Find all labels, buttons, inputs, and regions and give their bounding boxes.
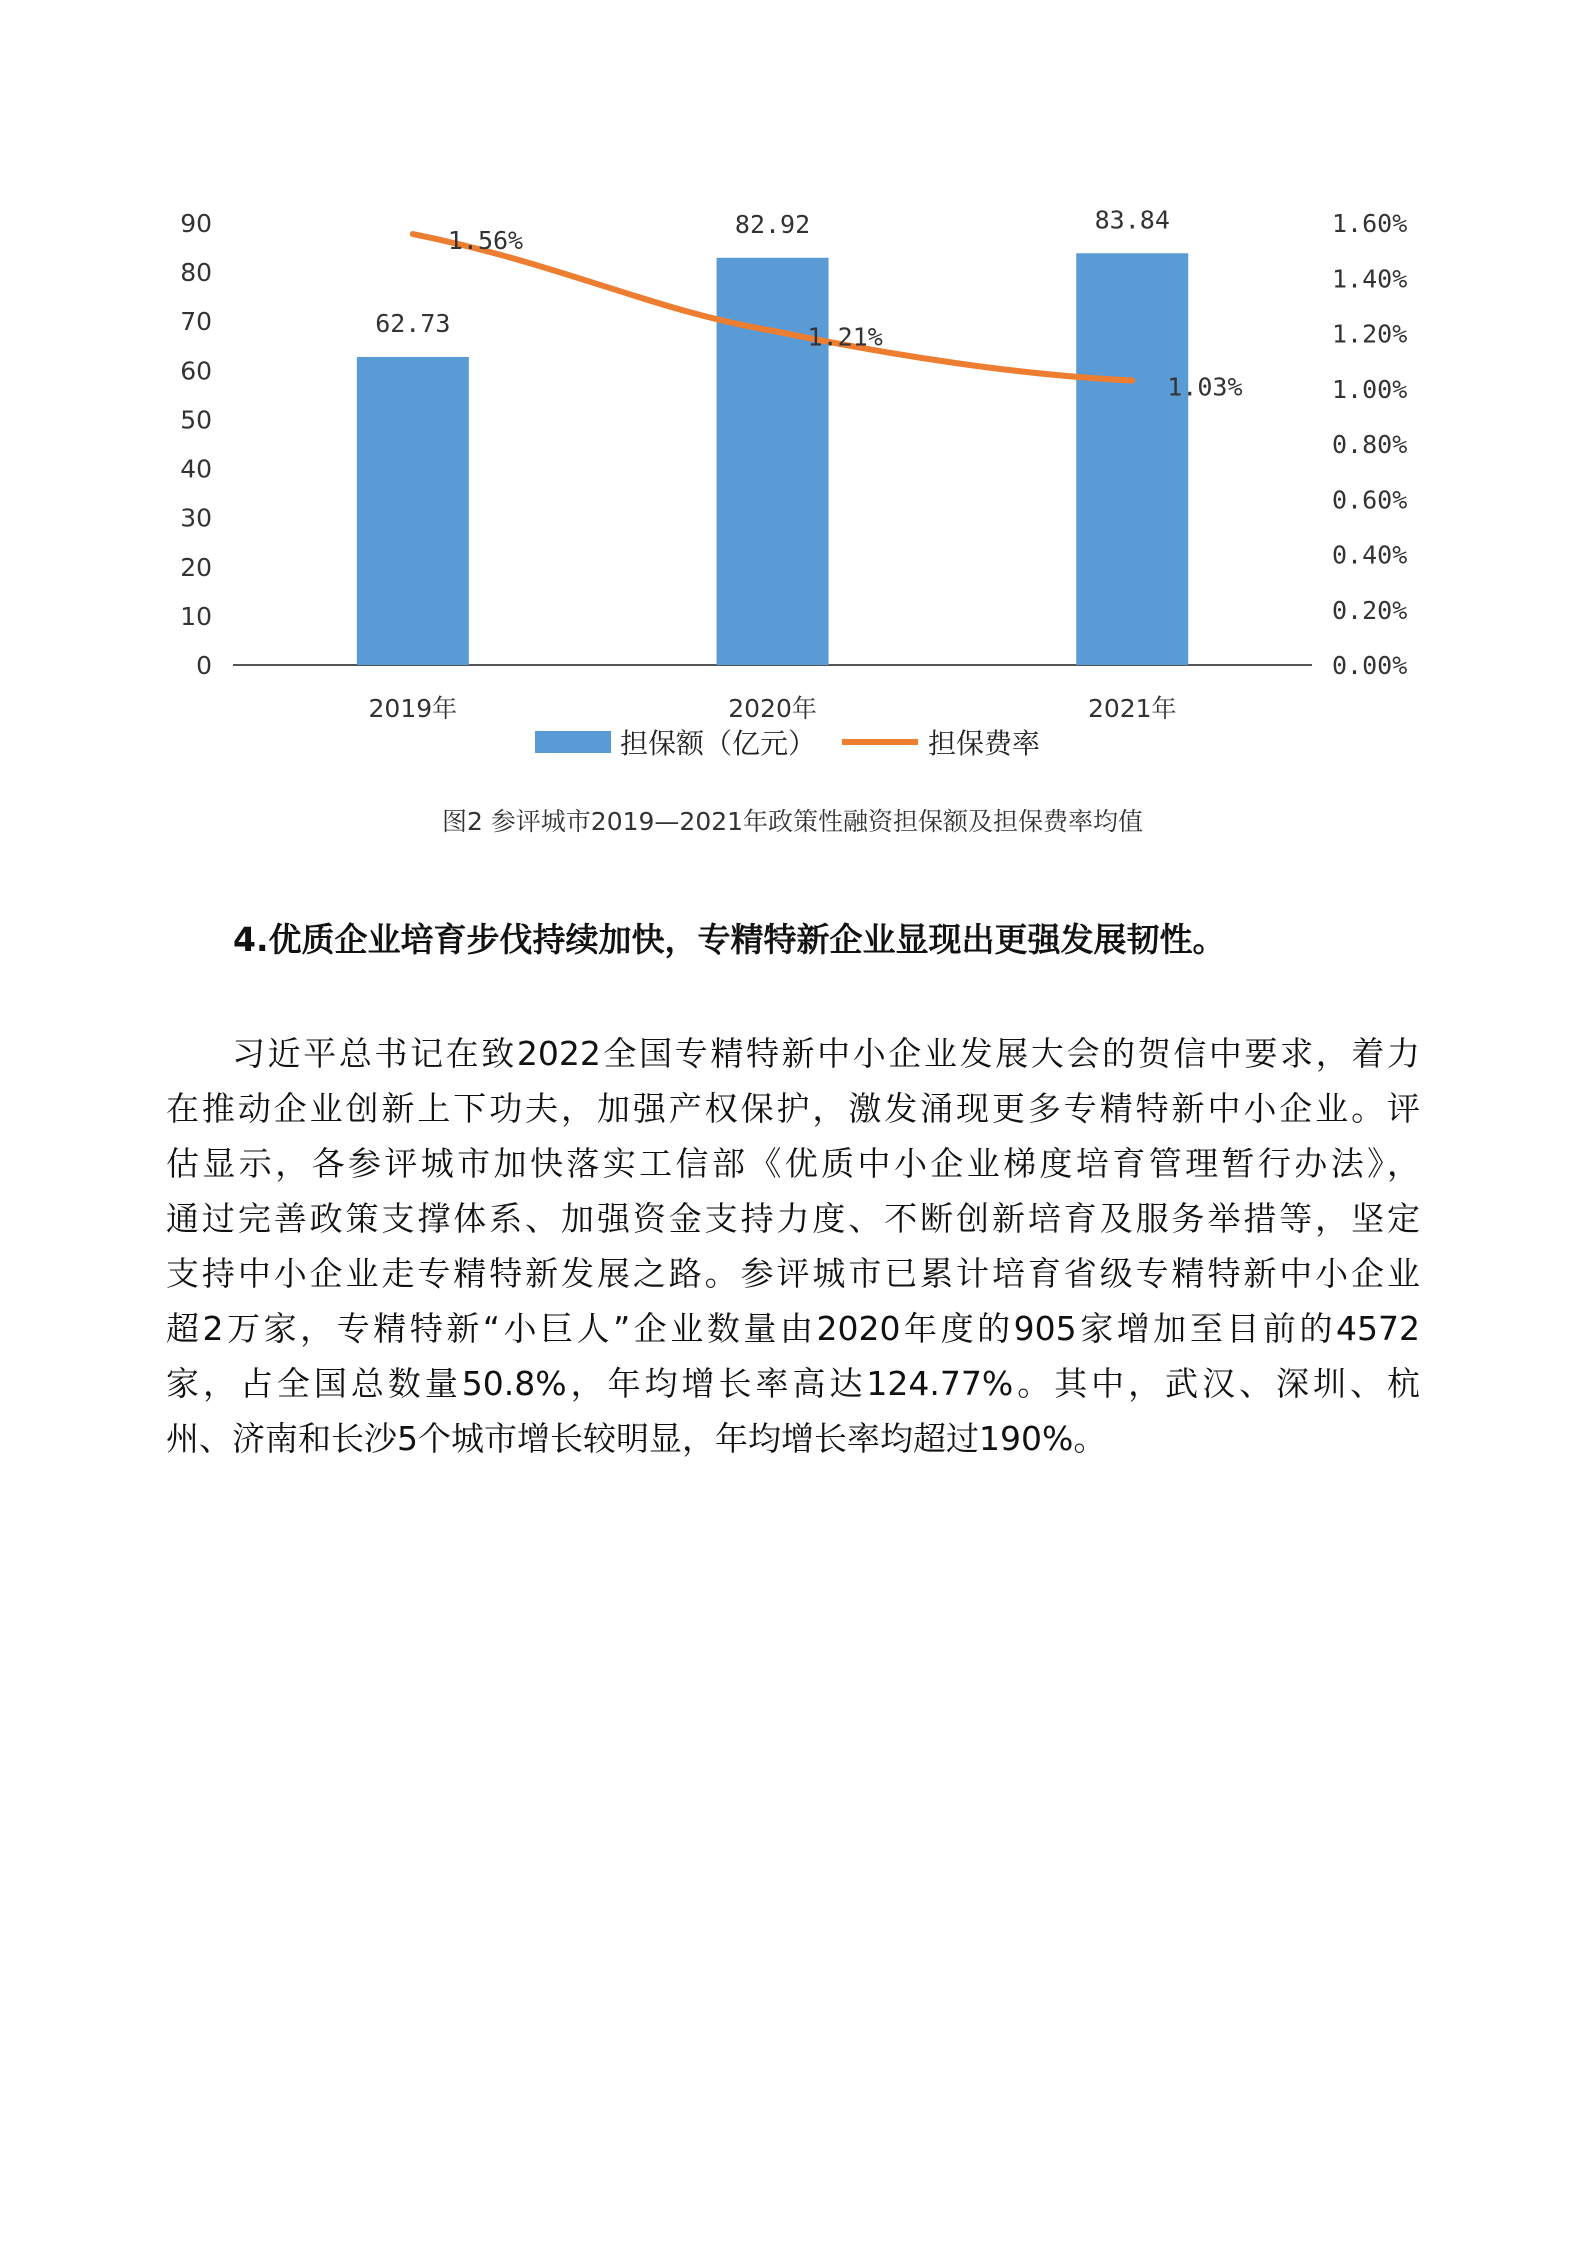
paragraph-line: 超2万家，专精特新“小巨人”企业数量由2020年度的905家增加至目前的4572 xyxy=(166,1309,1420,1348)
category-label: 2020年 xyxy=(728,694,817,723)
figure-caption: 图2 参评城市2019—2021年政策性融资担保额及担保费率均值 xyxy=(441,807,1144,836)
paragraph-line: 估显示，各参评城市加快落实工信部《优质中小企业梯度培育管理暂行办法》， xyxy=(166,1144,1420,1183)
paragraph-line: 家，占全国总数量50.8%，年均增长率高达124.77%。其中，武汉、深圳、杭 xyxy=(166,1364,1420,1403)
legend-label-line: 担保费率 xyxy=(928,727,1041,760)
paragraph-line: 在推动企业创新上下功夫，加强产权保护，激发涌现更多专精特新中小企业。评 xyxy=(166,1089,1420,1128)
right-axis-tick-label: 0.20% xyxy=(1332,595,1408,625)
left-axis-tick-label: 40 xyxy=(180,454,212,484)
right-axis-tick-label: 0.80% xyxy=(1332,430,1408,459)
left-axis-tick-label: 50 xyxy=(180,405,212,435)
bar-data-label: 62.73 xyxy=(375,308,451,338)
right-axis-tick-label: 0.40% xyxy=(1332,540,1408,570)
right-axis-tick-label: 0.00% xyxy=(1332,651,1408,680)
left-axis-tick-label: 20 xyxy=(180,552,212,582)
line-data-label: 1.03% xyxy=(1167,372,1243,402)
bar-guarantee-amount xyxy=(1076,253,1188,665)
guarantee-chart xyxy=(0,0,1585,780)
right-axis-tick-label: 1.40% xyxy=(1332,264,1408,294)
bar-guarantee-amount xyxy=(357,357,469,665)
legend-label-bar: 担保额（亿元） xyxy=(620,727,817,760)
right-axis-tick-label: 0.60% xyxy=(1332,485,1408,515)
right-axis-tick-label: 1.60% xyxy=(1332,209,1408,238)
bar-data-label: 83.84 xyxy=(1094,205,1170,235)
right-axis-tick-label: 1.00% xyxy=(1332,374,1408,404)
left-axis-tick-label: 90 xyxy=(180,209,212,238)
line-data-label: 1.21% xyxy=(807,322,883,352)
bar-data-label: 82.92 xyxy=(734,209,811,239)
left-axis-tick-label: 0 xyxy=(196,651,212,680)
right-axis-tick-label: 1.20% xyxy=(1332,319,1408,349)
paragraph-line: 州、济南和长沙5个城市增长较明显，年均增长率均超过190%。 xyxy=(166,1419,1107,1458)
paragraph-line: 支持中小企业走专精特新发展之路。参评城市已累计培育省级专精特新中小企业 xyxy=(166,1254,1420,1293)
category-label: 2019年 xyxy=(368,694,458,723)
paragraph-line: 通过完善政策支撑体系、加强资金支持力度、不断创新培育及服务举措等，坚定 xyxy=(166,1199,1420,1238)
left-axis-tick-label: 30 xyxy=(180,503,212,533)
legend-swatch-bar xyxy=(535,731,611,753)
line-data-label: 1.56% xyxy=(447,226,524,256)
bar-guarantee-amount xyxy=(717,258,829,665)
left-axis-tick-label: 80 xyxy=(180,258,212,288)
body-paragraph xyxy=(166,1026,1420,1466)
section-heading: 4.优质企业培育步伐持续加快，专精特新企业显现出更强发展韧性。 xyxy=(233,920,1226,959)
left-axis-tick-label: 10 xyxy=(180,601,212,631)
left-axis-tick-label: 60 xyxy=(180,356,212,386)
left-axis-tick-label: 70 xyxy=(180,307,212,337)
category-label: 2021年 xyxy=(1087,694,1177,723)
paragraph-line: 习近平总书记在致2022全国专精特新中小企业发展大会的贺信中要求，着力 xyxy=(232,1034,1420,1073)
